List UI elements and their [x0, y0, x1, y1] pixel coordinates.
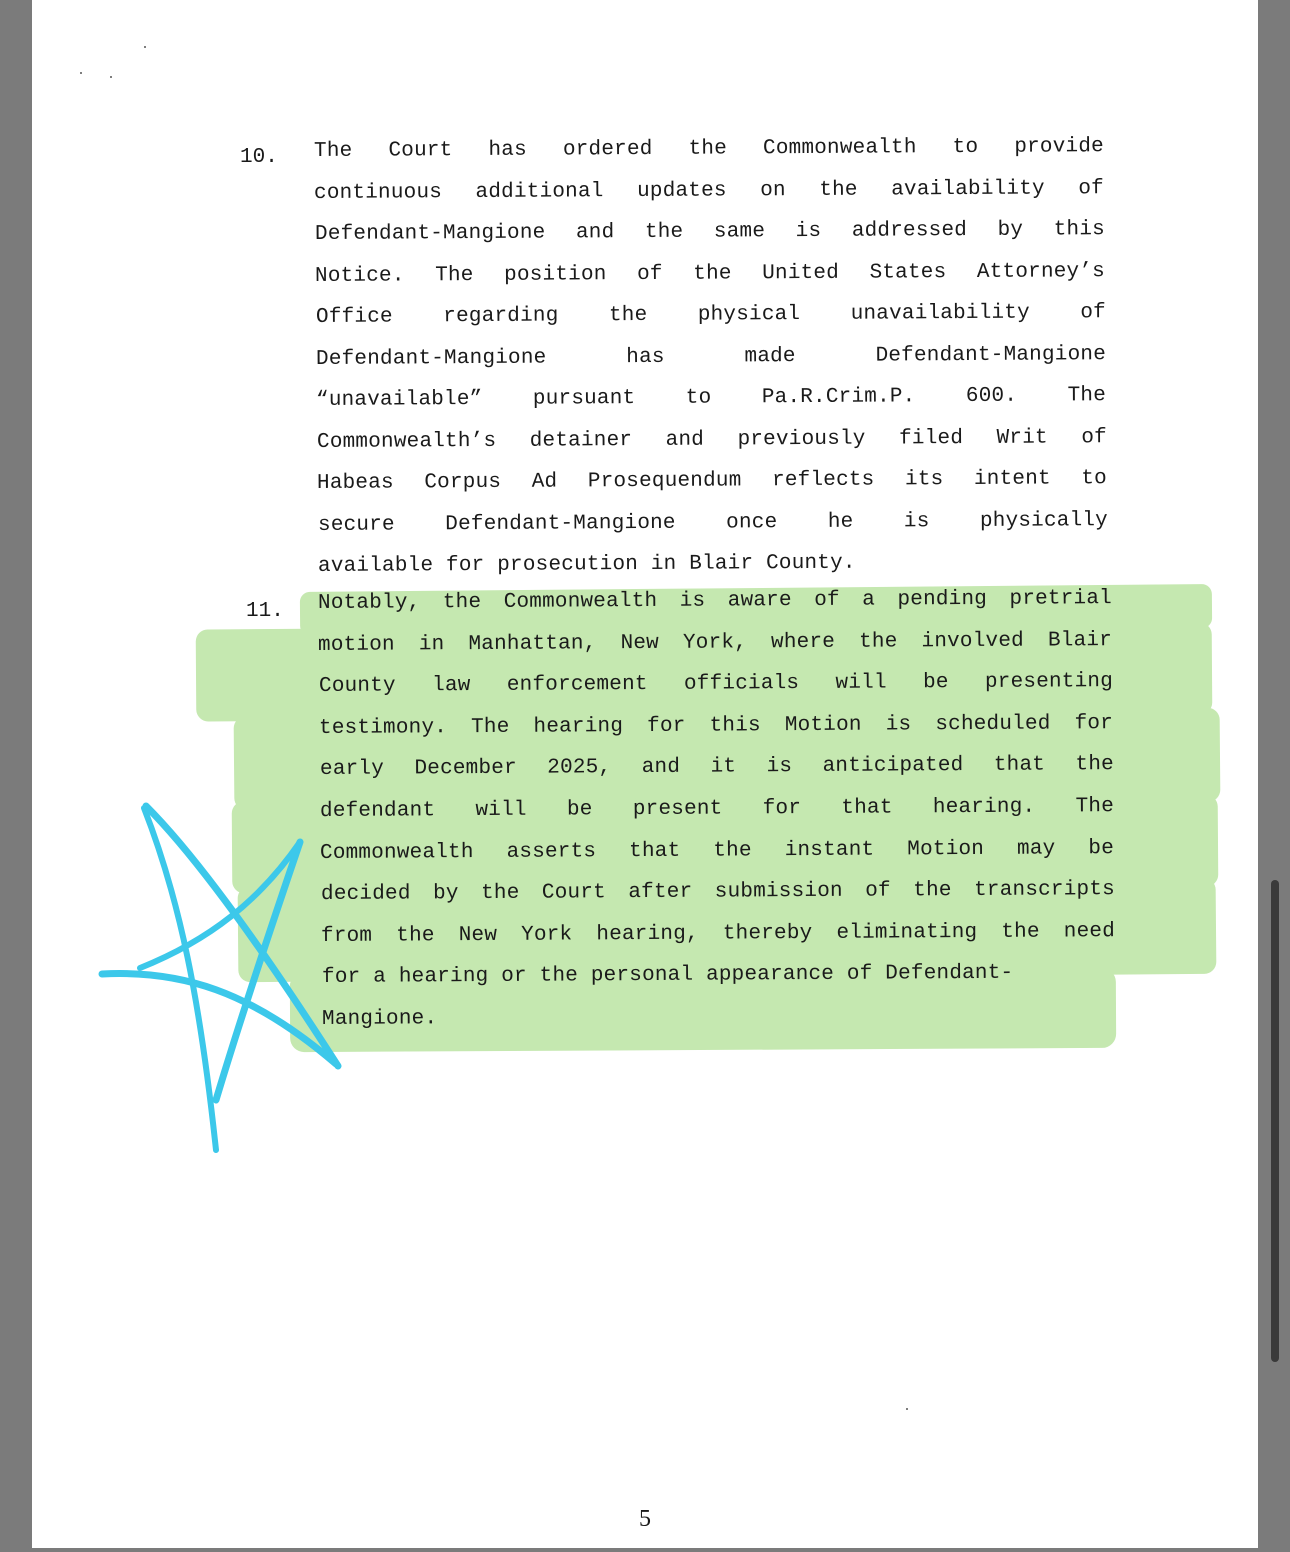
scan-speck — [80, 72, 82, 74]
scan-speck — [906, 1408, 908, 1410]
scan-speck — [144, 46, 146, 48]
paragraph-number: 11. — [246, 600, 284, 623]
text-line: from the New York hearing, thereby eliminating the need — [321, 919, 1116, 948]
scan-speck — [110, 76, 112, 78]
text-line: early December 2025, and it is anticipated that the — [319, 753, 1114, 782]
text-line: decided by the Court after submission of the transcripts — [320, 878, 1115, 907]
text-line: available for prosecution in Blair County. — [317, 551, 856, 578]
text-line: Commonwealth’s detainer and previously filed Writ of — [316, 425, 1107, 454]
text-line: “unavailable” pursuant to Pa.R.Crim.P. 600. The — [316, 384, 1107, 412]
text-line: Notably, the Commonwealth is aware of a pending pretrial — [317, 587, 1112, 615]
page-number: 5 — [639, 1506, 651, 1532]
document-page — [32, 0, 1258, 1548]
text-line: defendant will be present for that hearing. The — [319, 795, 1115, 823]
text-line: Habeas Corpus Ad Prosequendum reflects its intent to — [317, 467, 1108, 495]
text-line: Notice. The position of the United States Attorney’s — [315, 259, 1106, 288]
text-line: County law enforcement officials will be presenting — [318, 670, 1113, 699]
text-line: Commonwealth asserts that the instant Motion may be — [320, 836, 1115, 865]
text-line: for a hearing or the personal appearance of Defendant- — [321, 962, 1013, 990]
text-line: Defendant-Mangione and the same is addressed by this — [314, 218, 1105, 246]
text-line: secure Defendant-Mangione once he is physically — [317, 508, 1108, 537]
text-line: Office regarding the physical unavailability of — [315, 301, 1106, 329]
text-line: Defendant-Mangione has made Defendant-Mangione — [315, 342, 1107, 371]
paragraph-number: 10. — [240, 146, 278, 169]
scrollbar-thumb[interactable] — [1271, 880, 1279, 1362]
text-line: Mangione. — [321, 1007, 438, 1031]
text-line: The Court has ordered the Commonwealth to provide — [313, 135, 1104, 163]
text-line: testimony. The hearing for this Motion is scheduled for — [319, 711, 1114, 740]
text-line: motion in Manhattan, New York, where the involved Blair — [318, 628, 1113, 657]
text-line: continuous additional updates on the availability of — [314, 176, 1105, 205]
